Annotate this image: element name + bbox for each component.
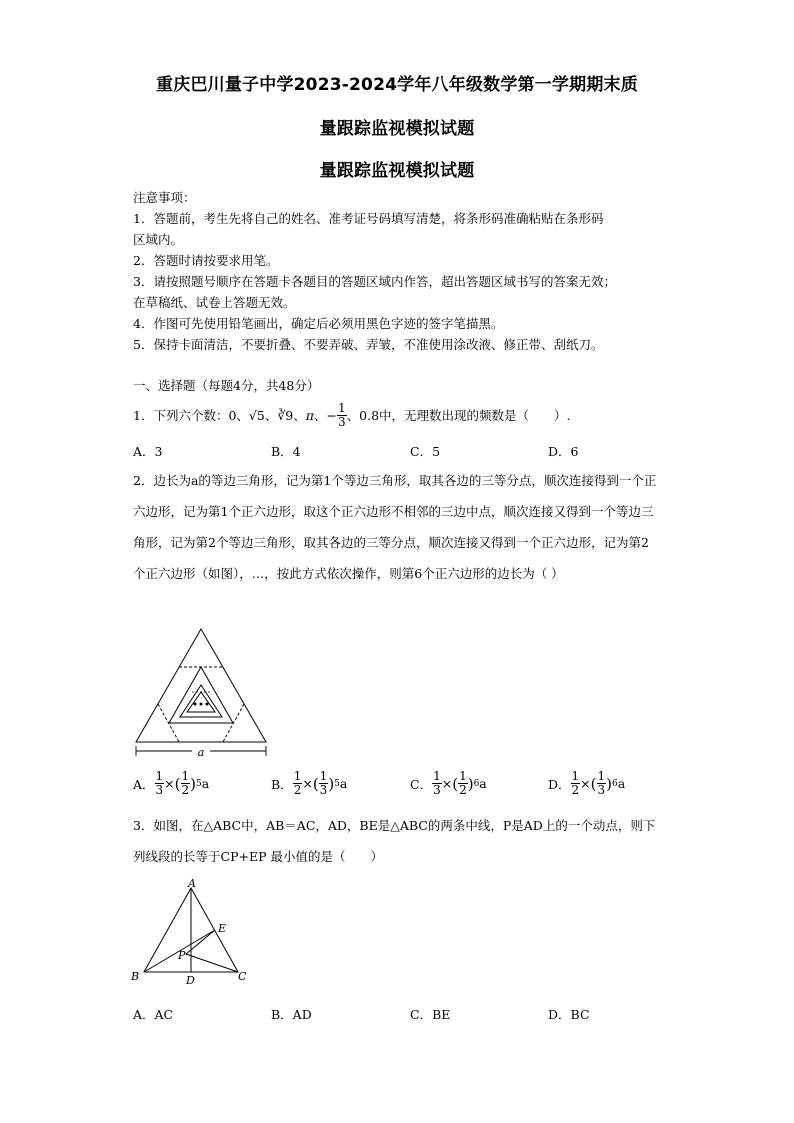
q3-label-a: A — [188, 877, 196, 890]
question-1: 1．下列六个数：0、 √5 、 ∛9 、 π 、− $\frac{1}{3}$ 、 0.8 中，无理数出现的频数是（ ）. — [133, 400, 571, 429]
notice-item-3-cont: 在草稿纸、试卷上答题无效。 — [133, 295, 296, 310]
q2-option-c[interactable]: C． $\frac{1}{3}$ × ( $\frac{1}{2}$ ) 6 a — [410, 769, 487, 797]
q1-pi: π — [305, 407, 314, 423]
notice-item-3: 3．请按照题号顺序在答题卡各题目的答题区域内作答，超出答题区域书写的答案无效； — [133, 274, 616, 289]
notice-item-1-cont: 区域内。 — [133, 232, 184, 247]
q3-option-d[interactable]: D．BC — [548, 1007, 590, 1022]
q3-label-p: P — [178, 949, 186, 962]
q3-label-b: B — [131, 970, 140, 983]
q1-tail: 中，无理数出现的频数是（ ）. — [379, 408, 571, 423]
q1-repeating-decimal: 0.8 — [359, 407, 380, 423]
q3-option-a[interactable]: A．AC — [133, 1007, 174, 1022]
q1-neg-fraction: $\frac{1}{3}$ — [337, 400, 346, 429]
exam-title-line-3: 量跟踪监视模拟试题 — [319, 161, 475, 181]
q1-cbrt9: ∛9 — [277, 407, 294, 423]
q2-option-d[interactable]: D． $\frac{1}{2}$ × ( $\frac{1}{3}$ ) 6 a — [548, 769, 626, 797]
q2-figure-label-a: a — [197, 746, 205, 759]
q1-option-d[interactable]: D．6 — [548, 444, 579, 459]
notice-item-1: 1．答题前，考生先将自己的姓名、准考证号码填写清楚，将条形码准确粘贴在条形码 — [133, 211, 604, 226]
q3-triangle-figure — [128, 876, 258, 988]
exam-title-line-1: 重庆巴川量子中学2023-2024学年八年级数学第一学期期末质 — [156, 75, 638, 95]
q1-option-b[interactable]: B．4 — [271, 444, 301, 459]
notice-item-2: 2．答题时请按要求用笔。 — [133, 253, 279, 268]
exam-title-line-2: 量跟踪监视模拟试题 — [319, 119, 475, 139]
q2-nested-triangles-figure — [130, 622, 272, 762]
notice-item-5: 5．保持卡面清洁，不要折叠、不要弄破、弄皱，不准使用涂改液、修正带、刮纸刀。 — [133, 337, 604, 352]
q1-lead: 1．下列六个数：0、 — [133, 408, 249, 423]
notice-heading: 注意事项： — [133, 190, 196, 205]
q2-option-b[interactable]: B． $\frac{1}{2}$ × ( $\frac{1}{3}$ ) 5 a — [271, 769, 348, 797]
q1-option-a[interactable]: A．3 — [133, 444, 163, 459]
q3-option-c[interactable]: C．BE — [410, 1007, 451, 1022]
question-3-text: 3．如图，在△ABC中，AB＝AC，AD，BE是△ABC的两条中线，P是AD上的一个动点，则下列线段的长等于CP+EP 最小值的是（ ） — [133, 818, 656, 864]
section-heading: 一、选择题（每题4分，共48分） — [133, 378, 320, 393]
q3-option-b[interactable]: B．AD — [271, 1007, 312, 1022]
q3-label-d: D — [186, 974, 195, 987]
q3-label-e: E — [218, 922, 227, 935]
q1-option-c[interactable]: C．5 — [410, 444, 441, 459]
q2-option-a[interactable]: A． $\frac{1}{3}$ × ( $\frac{1}{2}$ ) 5 a — [133, 769, 210, 797]
q1-sqrt5: √5 — [248, 407, 265, 423]
question-2-text: 2．边长为a的等边三角形，记为第1个等边三角形，取其各边的三等分点，顺次连接得到一个正六边形，记为第1个正六边形，取这个正六边形不相邻的三边中点，顺次连接又得到一个等边三角形，记为第2个等边三角形，取其各边的三等分点，顺次连接又得到一个正六边形，记为第2个正六边形（如图），…，按此方式依次操作，则第6个正六边形的边长为（ ） — [133, 473, 657, 581]
notice-item-4: 4．作图可先使用铅笔画出，确定后必须用黑色字迹的签字笔描黑。 — [133, 316, 504, 331]
q3-label-c: C — [238, 970, 247, 983]
